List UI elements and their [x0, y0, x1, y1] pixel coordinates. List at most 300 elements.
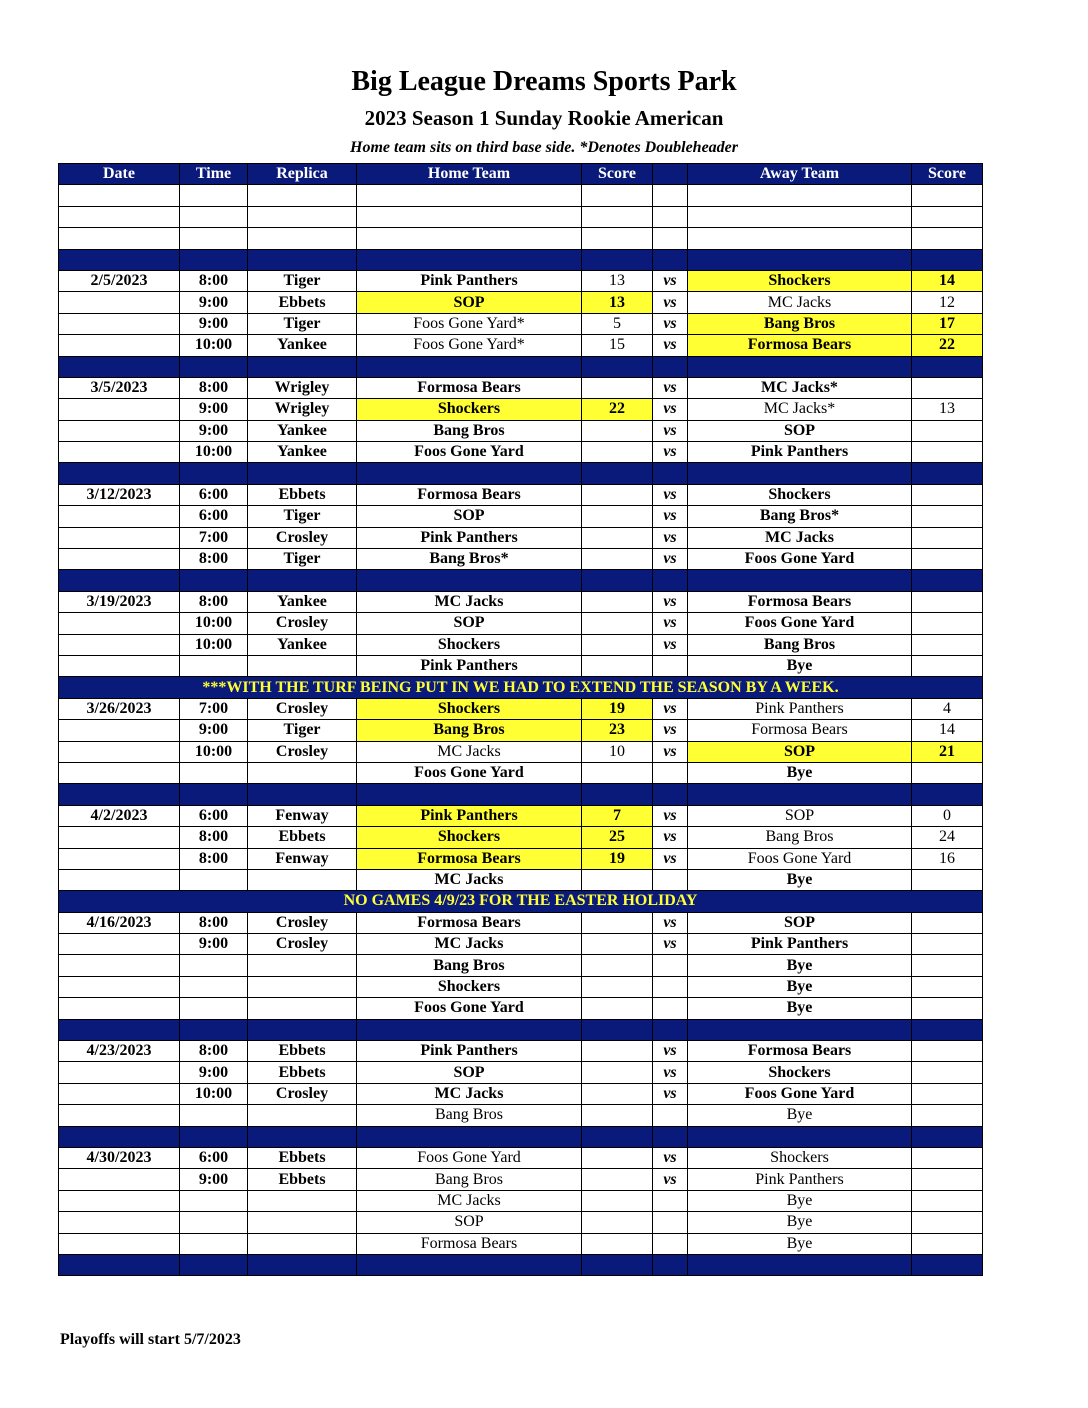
replica-cell: [248, 955, 357, 976]
away-score-cell: [912, 976, 983, 997]
table-row: [59, 377, 983, 398]
away-score-cell: [912, 1212, 983, 1233]
date-cell: 4/16/2023: [59, 912, 180, 933]
header-note: Home team sits on third base side. *Denotes Doubleheader: [350, 139, 738, 156]
empty-row: [59, 206, 983, 227]
away-team-cell: Pink Panthers: [688, 698, 912, 719]
away-score-cell: [912, 1233, 983, 1254]
home-score-cell: [582, 1233, 653, 1254]
band-cell: [59, 356, 180, 377]
time-cell: 9:00: [180, 420, 248, 441]
replica-cell: Ebbets: [248, 484, 357, 505]
home-score-cell: 25: [582, 827, 653, 848]
replica-cell: Crosley: [248, 741, 357, 762]
col-header-date: Date: [59, 164, 180, 185]
date-cell: 3/26/2023: [59, 698, 180, 719]
home-team-cell: Pink Panthers: [357, 270, 582, 291]
replica-cell: [248, 1190, 357, 1211]
home-score-cell: [582, 1190, 653, 1211]
table-row: [59, 506, 983, 527]
table-header-row: [59, 164, 983, 185]
home-score-cell: 13: [582, 292, 653, 313]
away-team-cell: Pink Panthers: [688, 934, 912, 955]
away-score-cell: [912, 377, 983, 398]
empty-cell: [912, 228, 983, 249]
away-team-cell: Bye: [688, 1233, 912, 1254]
notice-row: [59, 891, 983, 912]
away-team-cell: Shockers: [688, 484, 912, 505]
away-team-cell: Foos Gone Yard: [688, 1083, 912, 1104]
away-score-cell: [912, 527, 983, 548]
time-cell: 10:00: [180, 634, 248, 655]
home-score-cell: [582, 442, 653, 463]
home-team-cell: Bang Bros: [357, 420, 582, 441]
time-cell: 9:00: [180, 399, 248, 420]
empty-cell: [180, 228, 248, 249]
band-cell: [248, 570, 357, 591]
band-cell: [180, 1019, 248, 1040]
table-row: [59, 1212, 983, 1233]
footer-note: Playoffs will start 5/7/2023: [60, 1331, 241, 1348]
away-team-cell: SOP: [688, 420, 912, 441]
away-score-cell: 12: [912, 292, 983, 313]
home-score-cell: 19: [582, 848, 653, 869]
replica-cell: Crosley: [248, 613, 357, 634]
empty-cell: [180, 185, 248, 206]
vs-cell: [653, 976, 688, 997]
vs-cell: vs: [653, 377, 688, 398]
away-team-cell: Bye: [688, 869, 912, 890]
replica-cell: [248, 1212, 357, 1233]
replica-cell: Fenway: [248, 848, 357, 869]
vs-cell: vs: [653, 805, 688, 826]
date-cell: [59, 1083, 180, 1104]
away-score-cell: [912, 1147, 983, 1168]
table-row: [59, 292, 983, 313]
band-cell: [688, 1254, 912, 1275]
home-team-cell: Bang Bros: [357, 955, 582, 976]
away-score-cell: [912, 934, 983, 955]
home-score-cell: [582, 506, 653, 527]
replica-cell: [248, 655, 357, 676]
away-score-cell: [912, 1190, 983, 1211]
away-score-cell: 24: [912, 827, 983, 848]
home-team-cell: Foos Gone Yard: [357, 1147, 582, 1168]
table-row: [59, 1147, 983, 1168]
away-team-cell: SOP: [688, 912, 912, 933]
empty-cell: [688, 228, 912, 249]
away-score-cell: [912, 1169, 983, 1190]
band-cell: [357, 784, 582, 805]
time-cell: 6:00: [180, 1147, 248, 1168]
away-team-cell: Bang Bros: [688, 634, 912, 655]
vs-cell: [653, 869, 688, 890]
away-team-cell: Bye: [688, 762, 912, 783]
home-team-cell: Bang Bros*: [357, 549, 582, 570]
date-cell: [59, 720, 180, 741]
away-team-cell: Foos Gone Yard: [688, 549, 912, 570]
replica-cell: [248, 869, 357, 890]
date-cell: [59, 549, 180, 570]
replica-cell: Tiger: [248, 720, 357, 741]
empty-cell: [357, 206, 582, 227]
time-cell: [180, 955, 248, 976]
time-cell: 10:00: [180, 335, 248, 356]
home-team-cell: Pink Panthers: [357, 1041, 582, 1062]
home-team-cell: SOP: [357, 1062, 582, 1083]
away-score-cell: 4: [912, 698, 983, 719]
away-score-cell: [912, 1083, 983, 1104]
home-score-cell: [582, 1212, 653, 1233]
table-row: [59, 998, 983, 1019]
band-cell: [248, 463, 357, 484]
away-team-cell: Bang Bros: [688, 827, 912, 848]
vs-cell: [653, 998, 688, 1019]
away-team-cell: Bye: [688, 1105, 912, 1126]
replica-cell: Ebbets: [248, 292, 357, 313]
replica-cell: Yankee: [248, 442, 357, 463]
date-cell: [59, 313, 180, 334]
away-team-cell: MC Jacks: [688, 527, 912, 548]
home-score-cell: [582, 1147, 653, 1168]
away-team-cell: Bye: [688, 1190, 912, 1211]
table-row: [59, 591, 983, 612]
band-cell: [912, 249, 983, 270]
away-score-cell: 13: [912, 399, 983, 420]
table-row: [59, 399, 983, 420]
time-cell: 10:00: [180, 741, 248, 762]
table-row: [59, 720, 983, 741]
time-cell: 9:00: [180, 292, 248, 313]
home-score-cell: [582, 484, 653, 505]
away-score-cell: 16: [912, 848, 983, 869]
separator-band: [59, 249, 983, 270]
vs-cell: vs: [653, 335, 688, 356]
away-team-cell: Bye: [688, 998, 912, 1019]
home-team-cell: Pink Panthers: [357, 655, 582, 676]
home-team-cell: SOP: [357, 506, 582, 527]
empty-cell: [582, 228, 653, 249]
time-cell: [180, 1212, 248, 1233]
table-row: [59, 442, 983, 463]
replica-cell: [248, 1105, 357, 1126]
home-team-cell: Bang Bros: [357, 1105, 582, 1126]
time-cell: 8:00: [180, 912, 248, 933]
band-cell: [357, 249, 582, 270]
replica-cell: Ebbets: [248, 1041, 357, 1062]
band-cell: [357, 1126, 582, 1147]
away-score-cell: [912, 591, 983, 612]
band-cell: [653, 249, 688, 270]
away-team-cell: Bye: [688, 955, 912, 976]
vs-cell: [653, 1212, 688, 1233]
replica-cell: Yankee: [248, 591, 357, 612]
home-score-cell: [582, 1062, 653, 1083]
away-team-cell: Formosa Bears: [688, 335, 912, 356]
time-cell: 8:00: [180, 270, 248, 291]
separator-band: [59, 463, 983, 484]
away-score-cell: [912, 998, 983, 1019]
empty-cell: [912, 206, 983, 227]
table-row: [59, 698, 983, 719]
home-score-cell: [582, 549, 653, 570]
away-team-cell: Foos Gone Yard: [688, 613, 912, 634]
home-team-cell: MC Jacks: [357, 1083, 582, 1104]
away-team-cell: Formosa Bears: [688, 1041, 912, 1062]
date-cell: [59, 934, 180, 955]
replica-cell: Fenway: [248, 805, 357, 826]
empty-cell: [248, 206, 357, 227]
empty-cell: [59, 185, 180, 206]
replica-cell: Ebbets: [248, 1147, 357, 1168]
vs-cell: vs: [653, 634, 688, 655]
band-cell: [912, 356, 983, 377]
date-cell: [59, 527, 180, 548]
date-cell: [59, 976, 180, 997]
band-cell: [59, 463, 180, 484]
col-header-replica: Replica: [248, 164, 357, 185]
empty-cell: [180, 206, 248, 227]
away-score-cell: [912, 442, 983, 463]
away-team-cell: Pink Panthers: [688, 442, 912, 463]
vs-cell: vs: [653, 399, 688, 420]
away-score-cell: [912, 506, 983, 527]
replica-cell: Crosley: [248, 527, 357, 548]
notice-row: [59, 677, 983, 698]
away-team-cell: Bang Bros*: [688, 506, 912, 527]
date-cell: [59, 292, 180, 313]
vs-cell: vs: [653, 527, 688, 548]
empty-cell: [357, 228, 582, 249]
date-cell: [59, 1233, 180, 1254]
vs-cell: vs: [653, 1062, 688, 1083]
notice-text: ***WITH THE TURF BEING PUT IN WE HAD TO EXTEND THE SEASON BY A WEEK.: [59, 677, 983, 698]
replica-cell: [248, 976, 357, 997]
away-score-cell: 22: [912, 335, 983, 356]
time-cell: [180, 976, 248, 997]
empty-cell: [653, 228, 688, 249]
table-row: [59, 741, 983, 762]
empty-cell: [582, 185, 653, 206]
home-team-cell: SOP: [357, 1212, 582, 1233]
away-score-cell: [912, 613, 983, 634]
away-team-cell: MC Jacks*: [688, 377, 912, 398]
band-cell: [653, 1126, 688, 1147]
time-cell: 6:00: [180, 805, 248, 826]
separator-band: [59, 1126, 983, 1147]
home-team-cell: Foos Gone Yard: [357, 998, 582, 1019]
replica-cell: Tiger: [248, 506, 357, 527]
home-score-cell: [582, 377, 653, 398]
time-cell: 8:00: [180, 591, 248, 612]
home-score-cell: [582, 634, 653, 655]
vs-cell: vs: [653, 549, 688, 570]
table-row: [59, 655, 983, 676]
replica-cell: Yankee: [248, 420, 357, 441]
date-cell: [59, 506, 180, 527]
home-team-cell: Foos Gone Yard: [357, 762, 582, 783]
away-score-cell: [912, 1062, 983, 1083]
vs-cell: vs: [653, 613, 688, 634]
replica-cell: [248, 762, 357, 783]
home-team-cell: Shockers: [357, 634, 582, 655]
home-score-cell: [582, 1083, 653, 1104]
home-team-cell: Formosa Bears: [357, 848, 582, 869]
table-row: [59, 827, 983, 848]
band-cell: [248, 784, 357, 805]
band-cell: [688, 570, 912, 591]
home-score-cell: 13: [582, 270, 653, 291]
home-score-cell: 22: [582, 399, 653, 420]
away-score-cell: [912, 655, 983, 676]
time-cell: [180, 1233, 248, 1254]
home-team-cell: Foos Gone Yard: [357, 442, 582, 463]
away-score-cell: [912, 634, 983, 655]
band-cell: [582, 356, 653, 377]
band-cell: [688, 1019, 912, 1040]
col-header-away-team: Away Team: [688, 164, 912, 185]
home-score-cell: [582, 762, 653, 783]
time-cell: 9:00: [180, 934, 248, 955]
band-cell: [582, 463, 653, 484]
band-cell: [912, 463, 983, 484]
table-row: [59, 313, 983, 334]
empty-cell: [59, 206, 180, 227]
table-row: [59, 420, 983, 441]
band-cell: [248, 356, 357, 377]
home-team-cell: Bang Bros: [357, 720, 582, 741]
home-team-cell: MC Jacks: [357, 869, 582, 890]
home-team-cell: Foos Gone Yard*: [357, 313, 582, 334]
time-cell: 8:00: [180, 827, 248, 848]
empty-cell: [248, 228, 357, 249]
away-team-cell: SOP: [688, 805, 912, 826]
band-cell: [688, 356, 912, 377]
home-score-cell: [582, 1169, 653, 1190]
table-row: [59, 270, 983, 291]
home-team-cell: Formosa Bears: [357, 1233, 582, 1254]
away-score-cell: 14: [912, 270, 983, 291]
empty-cell: [688, 206, 912, 227]
replica-cell: Wrigley: [248, 399, 357, 420]
table-row: [59, 527, 983, 548]
date-cell: [59, 955, 180, 976]
table-row: [59, 1083, 983, 1104]
band-cell: [248, 1019, 357, 1040]
band-cell: [180, 463, 248, 484]
time-cell: 9:00: [180, 1062, 248, 1083]
away-score-cell: [912, 1105, 983, 1126]
band-cell: [582, 249, 653, 270]
vs-cell: vs: [653, 292, 688, 313]
table-row: [59, 955, 983, 976]
table-row: [59, 762, 983, 783]
date-cell: 4/2/2023: [59, 805, 180, 826]
time-cell: 10:00: [180, 613, 248, 634]
time-cell: 8:00: [180, 848, 248, 869]
away-score-cell: [912, 912, 983, 933]
home-team-cell: Formosa Bears: [357, 484, 582, 505]
date-cell: 3/12/2023: [59, 484, 180, 505]
band-cell: [248, 1126, 357, 1147]
date-cell: [59, 655, 180, 676]
date-cell: 3/19/2023: [59, 591, 180, 612]
away-team-cell: Foos Gone Yard: [688, 848, 912, 869]
vs-cell: [653, 655, 688, 676]
away-score-cell: 17: [912, 313, 983, 334]
home-team-cell: MC Jacks: [357, 741, 582, 762]
vs-cell: vs: [653, 741, 688, 762]
empty-cell: [357, 185, 582, 206]
band-cell: [248, 249, 357, 270]
replica-cell: Ebbets: [248, 1169, 357, 1190]
table-row: [59, 1041, 983, 1062]
away-team-cell: Shockers: [688, 1062, 912, 1083]
home-team-cell: Bang Bros: [357, 1169, 582, 1190]
replica-cell: Ebbets: [248, 827, 357, 848]
schedule-body: [59, 185, 983, 1276]
col-header-home-team: Home Team: [357, 164, 582, 185]
band-cell: [912, 1126, 983, 1147]
away-team-cell: MC Jacks: [688, 292, 912, 313]
band-cell: [912, 570, 983, 591]
table-row: [59, 634, 983, 655]
empty-cell: [248, 185, 357, 206]
vs-cell: [653, 1233, 688, 1254]
table-row: [59, 1190, 983, 1211]
home-score-cell: [582, 420, 653, 441]
table-row: [59, 335, 983, 356]
table-row: [59, 1062, 983, 1083]
vs-cell: vs: [653, 1169, 688, 1190]
replica-cell: Ebbets: [248, 1062, 357, 1083]
vs-cell: [653, 1190, 688, 1211]
band-cell: [59, 249, 180, 270]
home-score-cell: [582, 613, 653, 634]
vs-cell: vs: [653, 934, 688, 955]
table-row: [59, 869, 983, 890]
time-cell: 9:00: [180, 1169, 248, 1190]
separator-band: [59, 784, 983, 805]
date-cell: 4/23/2023: [59, 1041, 180, 1062]
replica-cell: Crosley: [248, 934, 357, 955]
date-cell: [59, 420, 180, 441]
home-team-cell: Formosa Bears: [357, 377, 582, 398]
band-cell: [912, 1254, 983, 1275]
empty-cell: [653, 185, 688, 206]
date-cell: 3/5/2023: [59, 377, 180, 398]
vs-cell: [653, 762, 688, 783]
empty-row: [59, 228, 983, 249]
home-team-cell: Shockers: [357, 399, 582, 420]
band-cell: [180, 1254, 248, 1275]
table-row: [59, 1169, 983, 1190]
band-cell: [357, 1254, 582, 1275]
empty-cell: [912, 185, 983, 206]
time-cell: [180, 1105, 248, 1126]
replica-cell: Wrigley: [248, 377, 357, 398]
time-cell: 7:00: [180, 527, 248, 548]
band-cell: [688, 1126, 912, 1147]
empty-cell: [59, 228, 180, 249]
home-score-cell: [582, 655, 653, 676]
vs-cell: vs: [653, 1147, 688, 1168]
replica-cell: Yankee: [248, 634, 357, 655]
away-team-cell: Shockers: [688, 270, 912, 291]
vs-cell: vs: [653, 270, 688, 291]
table-row: [59, 1105, 983, 1126]
home-score-cell: 5: [582, 313, 653, 334]
